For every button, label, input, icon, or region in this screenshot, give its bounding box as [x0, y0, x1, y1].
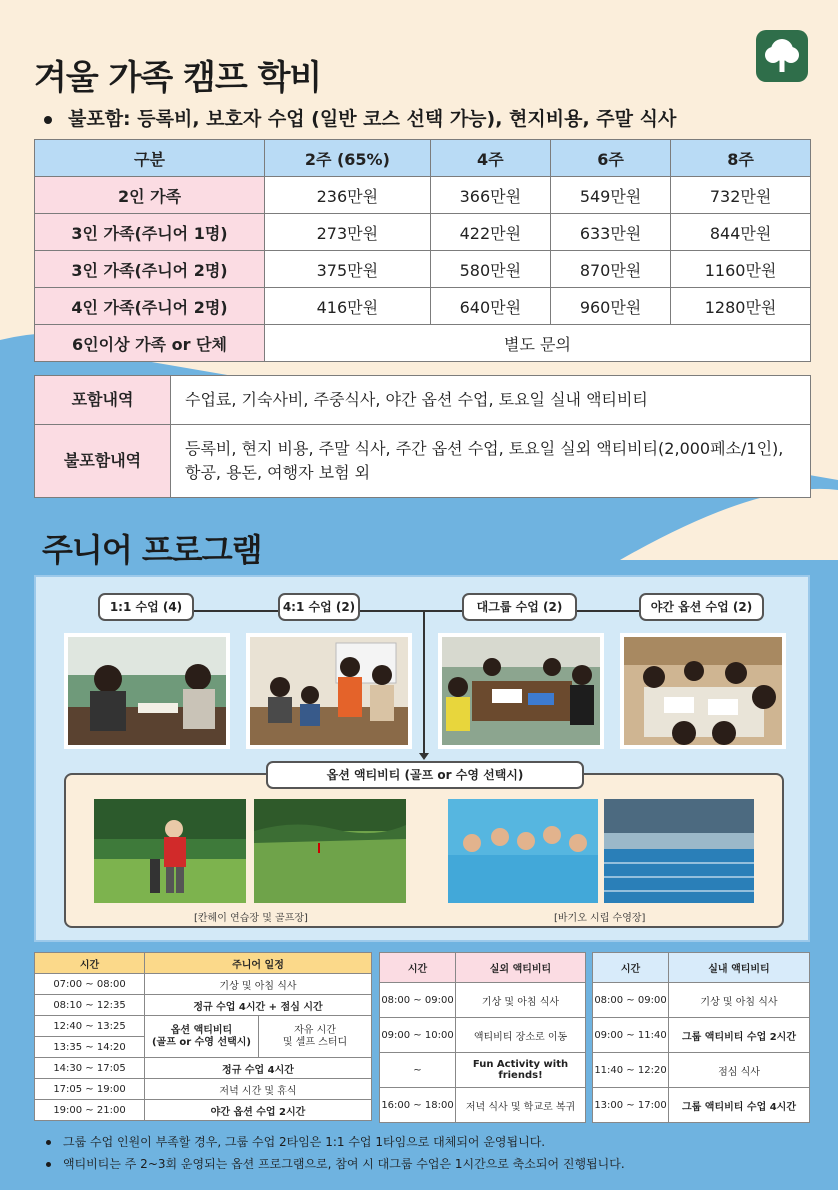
price-cell: 236만원: [265, 177, 431, 214]
price-cell: 633만원: [550, 214, 670, 251]
bullet-icon: [44, 116, 52, 124]
row-label: 2인 가족: [35, 177, 265, 214]
footnote-item: [46, 1133, 625, 1150]
table-row: [593, 1053, 810, 1088]
junior-schedule-table: [34, 952, 372, 1121]
connector-line: [577, 610, 639, 612]
desc-cell: 저녁 식사 및 학교로 복귀: [456, 1088, 586, 1123]
row-label: 3인 가족(주니어 2명): [35, 251, 265, 288]
price-cell: 732만원: [671, 177, 811, 214]
table-row: [35, 1016, 372, 1037]
photo-4to1-class: [246, 633, 412, 749]
desc-cell: 기상 및 아침 식사: [145, 974, 372, 995]
inclusions-table: [34, 375, 811, 498]
price-cell: 549만원: [550, 177, 670, 214]
time-cell: 12:40 ~ 13:25: [35, 1016, 145, 1037]
free-time-cell: 자유 시간 및 셀프 스터디: [259, 1016, 372, 1058]
photo-swimming-pool: [604, 799, 754, 903]
header-cell: 주니어 일정: [145, 953, 372, 974]
included-text: 수업료, 기숙사비, 주중식사, 야간 옵션 수업, 토요일 실내 액티비티: [171, 376, 811, 425]
desc-cell: 그룹 액티비티 수업 4시간: [669, 1088, 810, 1123]
footnotes: [46, 1133, 625, 1177]
time-cell: 09:00 ~ 11:40: [593, 1018, 669, 1053]
connector-line: [423, 610, 425, 756]
table-row: [35, 214, 811, 251]
excluded-text: 등록비, 현지 비용, 주말 식사, 주간 옵션 수업, 토요일 실외 액티비티(2,000페소/1인), 항공, 용돈, 여행자 보험 외: [171, 425, 811, 498]
header-cell: 시간: [35, 953, 145, 974]
inquiry-cell: 별도 문의: [265, 325, 811, 362]
desc-cell: Fun Activity with friends!: [456, 1053, 586, 1088]
bullet-icon: [46, 1162, 51, 1167]
footnote-text: 액티비티는 주 2~3회 운영되는 옵션 프로그램으로, 참여 시 대그룹 수업은 1시간으로 축소되어 진행됩니다.: [63, 1157, 625, 1171]
photo-golf-child: [94, 799, 246, 903]
class-pill-group: 대그룹 수업 (2): [462, 593, 577, 621]
table-row: [35, 974, 372, 995]
price-cell: 844만원: [671, 214, 811, 251]
desc-cell: 기상 및 아침 식사: [456, 983, 586, 1018]
desc-cell: 액티비티 장소로 이동: [456, 1018, 586, 1053]
table-header: [35, 953, 372, 974]
option-activity-cell: 옵션 액티비티 (골프 or 수영 선택시): [145, 1016, 259, 1058]
header-cell: 시간: [593, 953, 669, 983]
price-cell: 1280만원: [671, 288, 811, 325]
price-cell: 422만원: [430, 214, 550, 251]
header-cell: 4주: [430, 140, 550, 177]
table-row: [35, 288, 811, 325]
fee-table: [34, 139, 811, 362]
class-pill-night: 야간 옵션 수업 (2): [639, 593, 764, 621]
desc-cell: 기상 및 아침 식사: [669, 983, 810, 1018]
table-row: [35, 1100, 372, 1121]
table-row: [35, 995, 372, 1016]
tree-logo-icon: [756, 30, 808, 82]
header-cell: 6주: [550, 140, 670, 177]
time-cell: 14:30 ~ 17:05: [35, 1058, 145, 1079]
header-cell: 실내 액티비티: [669, 953, 810, 983]
table-row: [380, 1053, 586, 1088]
table-row: [35, 1079, 372, 1100]
table-row: [380, 983, 586, 1018]
footnote-item: [46, 1155, 625, 1172]
desc-cell: 저녁 시간 및 휴식: [145, 1079, 372, 1100]
time-cell: 16:00 ~ 18:00: [380, 1088, 456, 1123]
class-pill-1to1: 1:1 수업 (4): [98, 593, 194, 621]
connector-line: [358, 610, 462, 612]
desc-cell: 정규 수업 4시간: [145, 1058, 372, 1079]
table-header: [593, 953, 810, 983]
table-row: [380, 1088, 586, 1123]
table-row: [35, 425, 811, 498]
price-cell: 1160만원: [671, 251, 811, 288]
time-cell: 13:00 ~ 17:00: [593, 1088, 669, 1123]
desc-cell: 그룹 액티비티 수업 2시간: [669, 1018, 810, 1053]
row-label: 6인이상 가족 or 단체: [35, 325, 265, 362]
table-row: [35, 325, 811, 362]
time-cell: 08:00 ~ 09:00: [380, 983, 456, 1018]
indoor-activity-table: [592, 952, 810, 1123]
header-cell: 8주: [671, 140, 811, 177]
photo-night-class: [620, 633, 786, 749]
table-row: [593, 1088, 810, 1123]
price-cell: 640만원: [430, 288, 550, 325]
junior-program-panel: [34, 575, 810, 942]
exclusion-note: [44, 104, 676, 131]
table-row: [35, 251, 811, 288]
optional-activity-box: [64, 768, 784, 928]
table-row: [35, 376, 811, 425]
outdoor-activity-table: [379, 952, 586, 1123]
header-cell: 구분: [35, 140, 265, 177]
desc-cell: 야간 옵션 수업 2시간: [145, 1100, 372, 1121]
connector-line: [194, 610, 280, 612]
excluded-label: 불포함내역: [35, 425, 171, 498]
photo-swim-kids: [448, 799, 598, 903]
row-label: 3인 가족(주니어 1명): [35, 214, 265, 251]
junior-program-title: 주니어 프로그램: [42, 531, 262, 569]
price-cell: 580만원: [430, 251, 550, 288]
fee-table-header: [35, 140, 811, 177]
table-row: [380, 1018, 586, 1053]
footnote-text: 그룹 수업 인원이 부족할 경우, 그룹 수업 2타임은 1:1 수업 1타임으로 대체되어 운영됩니다.: [63, 1135, 546, 1149]
time-cell: 13:35 ~ 14:20: [35, 1037, 145, 1058]
price-cell: 375만원: [265, 251, 431, 288]
swim-caption: [바기오 시립 수영장]: [554, 913, 646, 924]
header-cell: 2주 (65%): [265, 140, 431, 177]
time-cell: 09:00 ~ 10:00: [380, 1018, 456, 1053]
header-cell: 실외 액티비티: [456, 953, 586, 983]
photo-golf-course: [254, 799, 406, 903]
price-cell: 870만원: [550, 251, 670, 288]
time-cell: 07:00 ~ 08:00: [35, 974, 145, 995]
time-cell: ~: [380, 1053, 456, 1088]
photo-group-class: [438, 633, 604, 749]
arrow-down-icon: [419, 753, 429, 760]
desc-cell: 정규 수업 4시간 + 점심 시간: [145, 995, 372, 1016]
photo-1to1-class: [64, 633, 230, 749]
bullet-icon: [46, 1140, 51, 1145]
table-row: [35, 1058, 372, 1079]
class-pill-4to1: 4:1 수업 (2): [278, 593, 360, 621]
exclusion-note-text: 불포함: 등록비, 보호자 수업 (일반 코스 선택 가능), 현지비용, 주말 식사: [68, 108, 677, 130]
price-cell: 416만원: [265, 288, 431, 325]
price-cell: 366만원: [430, 177, 550, 214]
time-cell: 19:00 ~ 21:00: [35, 1100, 145, 1121]
golf-caption: [칸헤이 연습장 및 골프장]: [194, 913, 308, 924]
table-row: [593, 983, 810, 1018]
optional-activity-pill: 옵션 액티비티 (골프 or 수영 선택시): [266, 761, 584, 789]
table-row: [35, 177, 811, 214]
row-label: 4인 가족(주니어 2명): [35, 288, 265, 325]
table-row: [593, 1018, 810, 1053]
time-cell: 08:10 ~ 12:35: [35, 995, 145, 1016]
time-cell: 08:00 ~ 09:00: [593, 983, 669, 1018]
time-cell: 11:40 ~ 12:20: [593, 1053, 669, 1088]
table-header: [380, 953, 586, 983]
time-cell: 17:05 ~ 19:00: [35, 1079, 145, 1100]
desc-cell: 점심 식사: [669, 1053, 810, 1088]
included-label: 포함내역: [35, 376, 171, 425]
price-cell: 960만원: [550, 288, 670, 325]
page-title: 겨울 가족 캠프 학비: [34, 58, 322, 98]
header-cell: 시간: [380, 953, 456, 983]
price-cell: 273만원: [265, 214, 431, 251]
